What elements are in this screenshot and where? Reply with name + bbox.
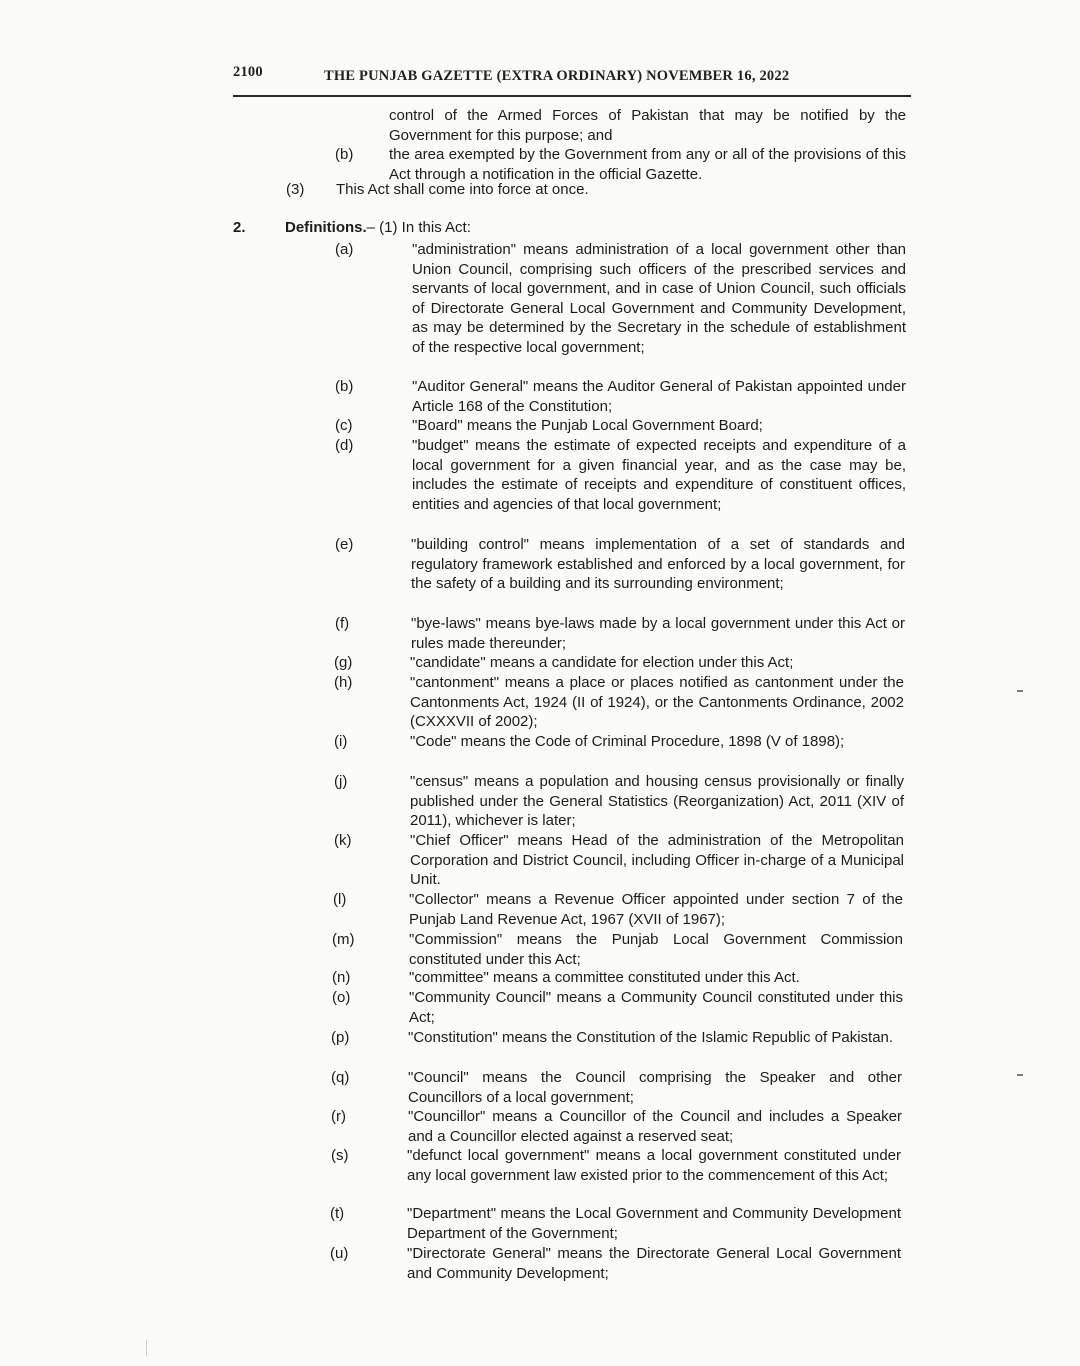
definition-text: "defunct local government" means a local government constituted under any local government law existed prior to the commencement of this Act;	[407, 1147, 901, 1184]
definition-label: (s)	[331, 1147, 349, 1164]
definition-text: "budget" means the estimate of expected receipts and expenditure of a local government for a given financial year, and as the case may be, includes the estimate of receipts and expenditure of constituent offices, entities and agencies of that local government;	[412, 437, 906, 513]
definition-text: "cantonment" means a place or places notified as cantonment under the Cantonments Act, 1924 (II of 1924), or the Cantonments Ordinance, 2002 (CXXXVII of 2002);	[410, 674, 904, 731]
definition-text: "Board" means the Punjab Local Government Board;	[412, 417, 763, 434]
definition-label: (p)	[331, 1029, 350, 1046]
subsection-label: (3)	[286, 181, 305, 198]
definition-label: (l)	[333, 891, 347, 908]
section-heading: Definitions.	[285, 219, 367, 236]
section-number: 2.	[233, 219, 246, 236]
definition-text: "Directorate General" means the Directorate General Local Government and Community Development;	[407, 1245, 901, 1282]
definition-label: (g)	[334, 654, 353, 671]
definition-label: (e)	[335, 536, 354, 553]
subsection-text: This Act shall come into force at once.	[336, 181, 589, 198]
definition-label: (a)	[335, 241, 354, 258]
definition-label: (o)	[332, 989, 351, 1006]
definition-text: "administration" means administration of a local government other than Union Council, comprising such officers of the prescribed services and servants of local government, and in case of Union Council, such officials of Directorate General Local Government and Community Development, as may be determined by the Secretary in the schedule of establishment of the respective local government;	[412, 241, 906, 356]
definition-label: (k)	[334, 832, 352, 849]
definition-text: "committee" means a committee constituted under this Act.	[409, 969, 800, 986]
clause-text: the area exempted by the Government from any or all of the provisions of this Act through a notification in the official Gazette.	[389, 146, 906, 183]
page-number: 2100	[233, 64, 263, 80]
definition-text: "Chief Officer" means Head of the administration of the Metropolitan Corporation and District Council, including Officer in-charge of a Municipal Unit.	[410, 832, 904, 889]
section-heading-line	[285, 218, 471, 238]
scan-mark	[146, 1340, 147, 1356]
definition-label: (m)	[332, 931, 355, 948]
definition-label: (q)	[331, 1069, 350, 1086]
scan-mark	[1017, 1074, 1023, 1076]
definition-label: (c)	[335, 417, 353, 434]
clause-label: (b)	[335, 146, 354, 163]
section-intro: – (1) In this Act:	[366, 219, 471, 236]
definition-label: (j)	[334, 773, 348, 790]
definition-text: "bye-laws" means bye-laws made by a local government under this Act or rules made thereunder;	[411, 615, 905, 652]
definition-label: (i)	[334, 733, 348, 750]
definition-text: "building control" means implementation of a set of standards and regulatory framework established and enforced by a local government, for the safety of a building and its surrounding environment;	[411, 536, 905, 593]
definition-label: (n)	[332, 969, 351, 986]
definition-text: "Department" means the Local Government and Community Development Department of the Government;	[407, 1205, 901, 1242]
definition-label: (t)	[330, 1205, 345, 1222]
scan-mark	[1017, 690, 1023, 692]
definition-label: (h)	[334, 674, 353, 691]
definition-label: (u)	[330, 1245, 349, 1262]
definition-text: "Community Council" means a Community Council constituted under this Act;	[409, 989, 903, 1026]
definition-text: "Auditor General" means the Auditor General of Pakistan appointed under Article 168 of the Constitution;	[412, 378, 906, 415]
definition-text: "candidate" means a candidate for election under this Act;	[410, 654, 794, 671]
definition-label: (b)	[335, 378, 354, 395]
definition-text: "Commission" means the Punjab Local Government Commission constituted under this Act;	[409, 931, 903, 968]
definition-label: (d)	[335, 437, 354, 454]
definition-text: "Collector" means a Revenue Officer appointed under section 7 of the Punjab Land Revenue Act, 1967 (XVII of 1967);	[409, 891, 903, 928]
header-rule	[233, 95, 911, 97]
definition-text: "Council" means the Council comprising the Speaker and other Councillors of a local government;	[408, 1069, 902, 1106]
continuation-text: control of the Armed Forces of Pakistan that may be notified by the Government for this purpose; and	[389, 107, 906, 144]
definition-text: "census" means a population and housing census provisionally or finally published under the General Statistics (Reorganization) Act, 2011 (XIV of 2011), whichever is later;	[410, 773, 904, 830]
definition-text: "Councillor" means a Councillor of the Council and includes a Speaker and a Councillor elected against a reserved seat;	[408, 1108, 902, 1145]
definition-text: "Code" means the Code of Criminal Procedure, 1898 (V of 1898);	[410, 733, 845, 750]
gazette-title: THE PUNJAB GAZETTE (EXTRA ORDINARY) NOVEMBER 16, 2022	[324, 68, 790, 84]
definition-text: "Constitution" means the Constitution of the Islamic Republic of Pakistan.	[408, 1029, 894, 1046]
definition-label: (f)	[335, 615, 350, 632]
definition-label: (r)	[331, 1108, 346, 1125]
